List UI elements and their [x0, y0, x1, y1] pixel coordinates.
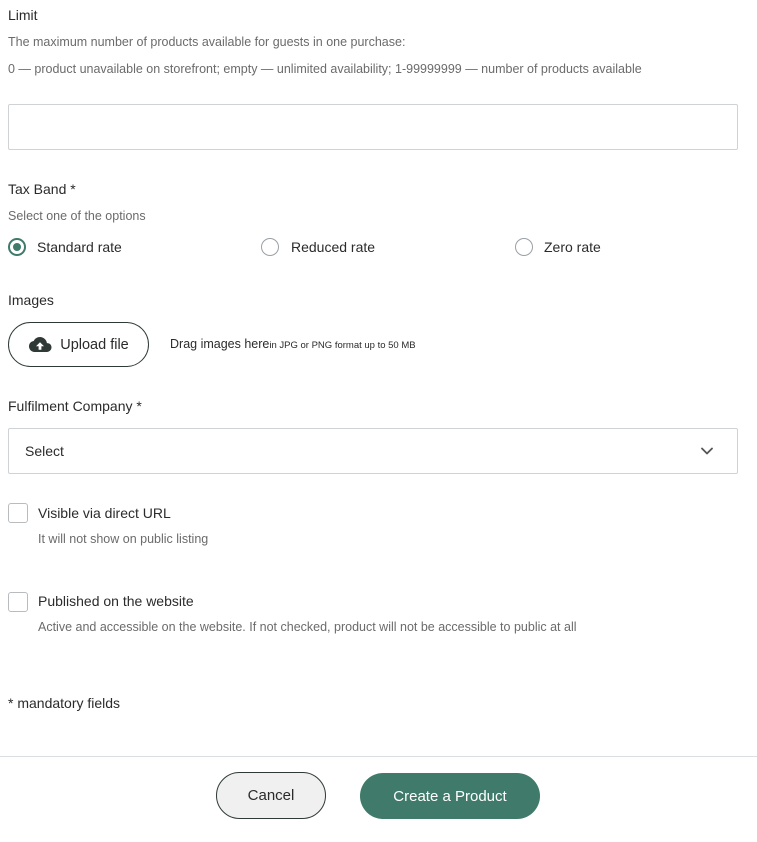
limit-input[interactable] — [8, 104, 738, 150]
limit-label: Limit — [8, 7, 38, 23]
fulfilment-label: Fulfilment Company * — [8, 398, 142, 414]
tax-option-reduced[interactable] — [261, 238, 375, 256]
tax-option-standard[interactable] — [8, 238, 122, 256]
image-format-text: in JPG or PNG format up to 50 MB — [269, 340, 416, 351]
tax-band-label: Tax Band * — [8, 181, 76, 197]
drag-images-text: Drag images here — [170, 337, 270, 351]
visible-url-label: Visible via direct URL — [38, 505, 171, 521]
tax-option-standard-label: Standard rate — [37, 239, 122, 255]
footer-divider — [0, 756, 757, 757]
tax-option-reduced-label: Reduced rate — [291, 239, 376, 255]
published-checkbox[interactable] — [8, 592, 28, 612]
create-product-button[interactable]: Create a Product — [360, 773, 540, 819]
fulfilment-select[interactable] — [8, 428, 738, 474]
mandatory-fields-note: * mandatory fields — [8, 695, 121, 711]
radio-standard-rate[interactable] — [8, 238, 26, 256]
published-help: Active and accessible on the website. If not checked, product will not be accessible to public at all — [38, 620, 577, 634]
cloud-upload-icon — [28, 336, 52, 354]
images-label: Images — [8, 292, 54, 308]
visible-url-help: It will not show on public listing — [38, 532, 209, 546]
tax-band-help: Select one of the options — [8, 209, 146, 223]
upload-file-label: Upload file — [60, 336, 129, 353]
limit-help-text: The maximum number of products available for guests in one purchase: — [8, 35, 406, 49]
tax-option-zero[interactable] — [515, 238, 601, 256]
radio-reduced-rate[interactable] — [261, 238, 279, 256]
limit-help-range: 0 — product unavailable on storefront; empty — unlimited availability; 1-99999999 — number of products available — [8, 62, 642, 76]
upload-file-button[interactable] — [8, 322, 149, 367]
published-label: Published on the website — [38, 593, 194, 609]
chevron-down-icon — [701, 447, 713, 455]
tax-option-zero-label: Zero rate — [544, 239, 601, 255]
upload-hint — [170, 337, 416, 351]
fulfilment-selected-value: Select — [25, 443, 64, 459]
cancel-button[interactable]: Cancel — [216, 772, 326, 819]
visible-url-checkbox[interactable] — [8, 503, 28, 523]
radio-zero-rate[interactable] — [515, 238, 533, 256]
